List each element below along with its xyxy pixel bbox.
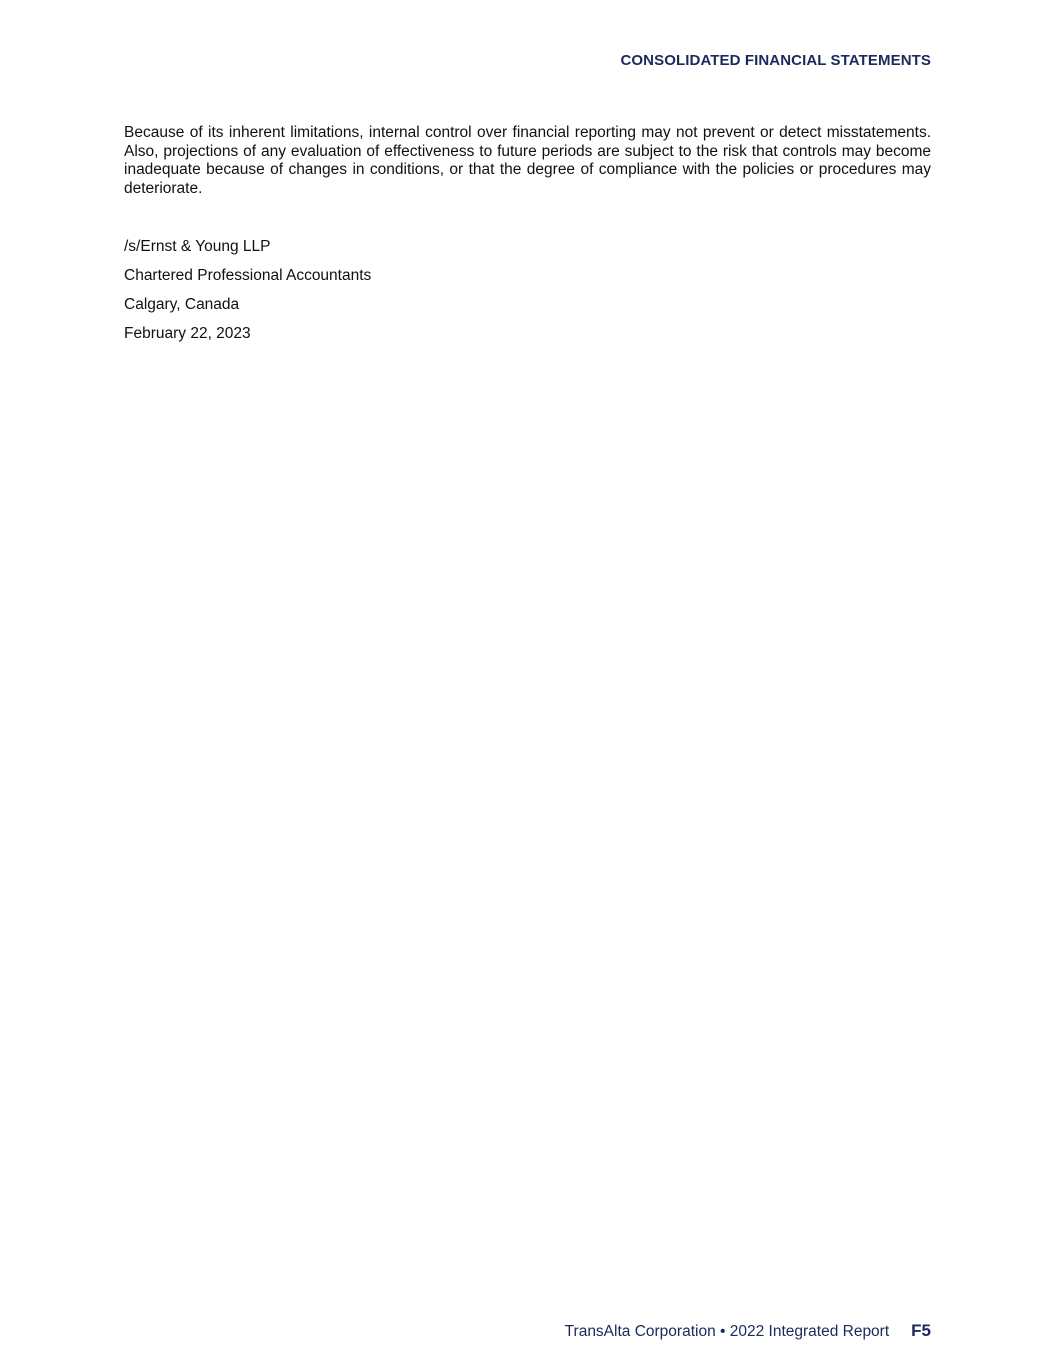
page-number: F5 (911, 1321, 931, 1340)
page-footer (565, 1321, 931, 1341)
auditor-designation: Chartered Professional Accountants (124, 267, 372, 284)
auditor-firm-signature: /s/Ernst & Young LLP (124, 238, 271, 255)
auditor-location: Calgary, Canada (124, 296, 240, 313)
report-date: February 22, 2023 (124, 325, 251, 342)
footer-report-name: TransAlta Corporation • 2022 Integrated Report (564, 1323, 890, 1340)
page-header-title: CONSOLIDATED FINANCIAL STATEMENTS (620, 52, 931, 69)
auditor-signature-block (124, 237, 371, 353)
internal-control-limitations-paragraph: Because of its inherent limitations, internal control over financial reporting may not prevent or detect misstatements. Also, projections of any evaluation of effectiveness to future periods are subject to the risk that controls may become inadequate because of changes in conditions, or that the degree of compliance with the policies or procedures may deteriorate. (124, 124, 931, 198)
